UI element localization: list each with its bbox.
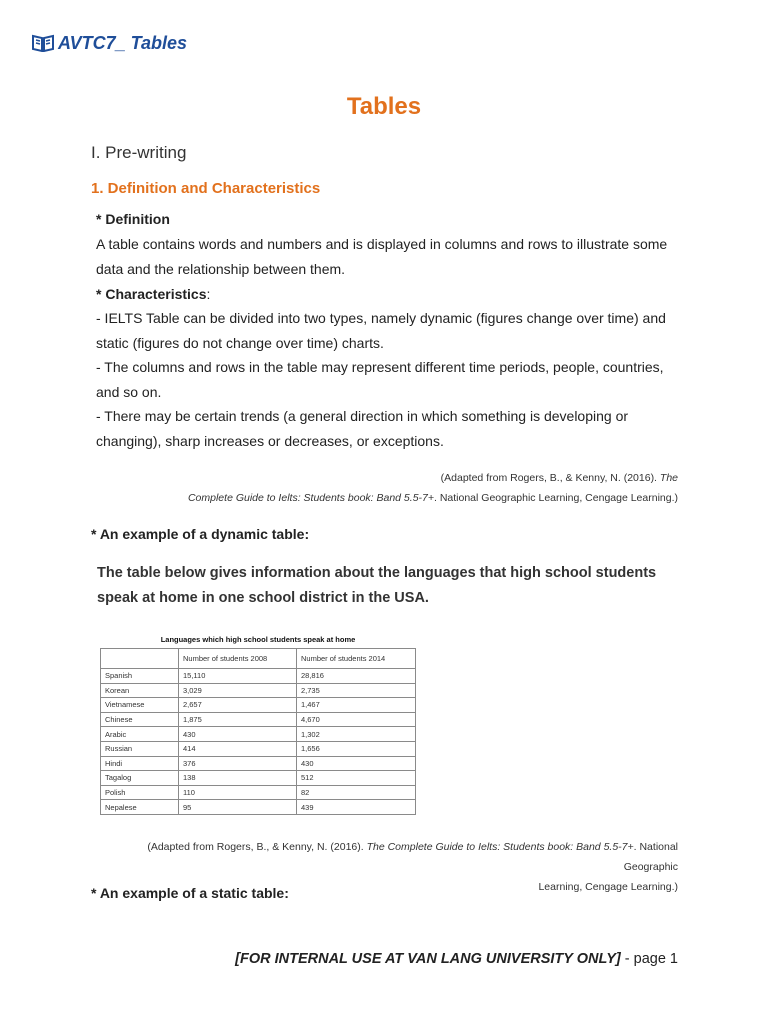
value-cell: 1,467 bbox=[297, 698, 416, 713]
table-row bbox=[101, 712, 416, 727]
header-logo-text: AVTC7_ Tables bbox=[58, 32, 188, 53]
definition-label: * Definition bbox=[96, 211, 170, 227]
language-cell: Spanish bbox=[101, 669, 179, 684]
citation-1-text: (Adapted from Rogers, B., & Kenny, N. (2016). bbox=[440, 472, 660, 484]
table-row bbox=[101, 756, 416, 771]
value-cell: 4,670 bbox=[297, 712, 416, 727]
footer-notice: [FOR INTERNAL USE AT VAN LANG UNIVERSITY ONLY] bbox=[235, 951, 621, 967]
book-icon bbox=[32, 34, 54, 52]
table-row bbox=[101, 698, 416, 713]
static-example-heading: * An example of a static table: bbox=[91, 885, 289, 901]
characteristics-heading bbox=[96, 282, 676, 307]
value-cell: 1,875 bbox=[179, 712, 297, 727]
section-heading: I. Pre-writing bbox=[91, 143, 187, 162]
page-title: Tables bbox=[346, 93, 422, 120]
value-cell: 1,656 bbox=[297, 741, 416, 756]
characteristic-item-2: - The columns and rows in the table may represent different time periods, people, countries, and so on. bbox=[96, 359, 664, 400]
language-cell: Korean bbox=[101, 683, 179, 698]
characteristic-item-1: - IELTS Table can be divided into two types, namely dynamic (figures change over time) and static (figures do not change over time) charts. bbox=[96, 310, 666, 351]
value-cell: 138 bbox=[179, 771, 297, 786]
characteristics-label: * Characteristics bbox=[96, 286, 207, 302]
citation-2-text: (Adapted from Rogers, B., & Kenny, N. (2016). bbox=[147, 841, 367, 853]
value-cell: 1,302 bbox=[297, 727, 416, 742]
citation-1-italic: The bbox=[659, 472, 678, 484]
table-header-cell: Number of students 2014 bbox=[297, 649, 416, 669]
table-row bbox=[101, 669, 416, 684]
table-header-row bbox=[101, 649, 416, 669]
language-cell: Nepalese bbox=[101, 800, 179, 815]
dynamic-example-heading: * An example of a dynamic table: bbox=[91, 526, 310, 542]
language-cell: Russian bbox=[101, 741, 179, 756]
table-row bbox=[101, 683, 416, 698]
value-cell: 15,110 bbox=[179, 669, 297, 684]
definition-text: A table contains words and numbers and is displayed in columns and rows to illustrate some data and the relationship between them. bbox=[96, 236, 668, 277]
value-cell: 110 bbox=[179, 785, 297, 800]
value-cell: 2,657 bbox=[179, 698, 297, 713]
page-number: - page 1 bbox=[620, 951, 678, 967]
language-cell: Hindi bbox=[101, 756, 179, 771]
value-cell: 430 bbox=[297, 756, 416, 771]
language-cell: Vietnamese bbox=[101, 698, 179, 713]
value-cell: 414 bbox=[179, 741, 297, 756]
table-header-cell: Number of students 2008 bbox=[179, 649, 297, 669]
value-cell: 95 bbox=[179, 800, 297, 815]
page-footer bbox=[235, 951, 678, 967]
citation-1 bbox=[188, 468, 678, 508]
citation-1-book-title: Complete Guide to Ielts: Students book: Band 5.5-7+ bbox=[187, 492, 434, 504]
value-cell: 82 bbox=[297, 785, 416, 800]
characteristics-colon: : bbox=[206, 286, 211, 302]
citation-2-line-2: Learning, Cengage Learning.) bbox=[538, 881, 678, 893]
citation-1-publisher: . National Geographic Learning, Cengage Learning.) bbox=[434, 492, 678, 504]
table-row bbox=[101, 785, 416, 800]
value-cell: 2,735 bbox=[297, 683, 416, 698]
table-header-cell bbox=[101, 649, 179, 669]
table-row bbox=[101, 741, 416, 756]
language-cell: Chinese bbox=[101, 712, 179, 727]
language-cell: Arabic bbox=[101, 727, 179, 742]
table-row bbox=[101, 771, 416, 786]
table-row bbox=[101, 727, 416, 742]
languages-table bbox=[100, 648, 416, 815]
task-prompt bbox=[97, 561, 657, 611]
value-cell: 3,029 bbox=[179, 683, 297, 698]
value-cell: 512 bbox=[297, 771, 416, 786]
language-cell: Polish bbox=[101, 785, 179, 800]
citation-2-publisher: . National Geographic bbox=[623, 841, 678, 873]
subsection-heading: 1. Definition and Characteristics bbox=[91, 180, 321, 197]
task-prompt-line-1: The table below gives information about the languages that high school students bbox=[97, 565, 657, 581]
table-caption: Languages which high school students speak at home bbox=[160, 635, 356, 644]
value-cell: 28,816 bbox=[297, 669, 416, 684]
characteristic-item-3: - There may be certain trends (a general direction in which something is developing or changing), sharp increases or decreases, or exceptions. bbox=[96, 408, 629, 449]
citation-2-book-title: The Complete Guide to Ielts: Students book: Band 5.5-7+ bbox=[366, 841, 634, 853]
document-header bbox=[32, 30, 187, 56]
task-prompt-line-2: speak at home in one school district in the USA. bbox=[97, 590, 429, 606]
language-cell: Tagalog bbox=[101, 771, 179, 786]
value-cell: 439 bbox=[297, 800, 416, 815]
table-row bbox=[101, 800, 416, 815]
value-cell: 376 bbox=[179, 756, 297, 771]
value-cell: 430 bbox=[179, 727, 297, 742]
